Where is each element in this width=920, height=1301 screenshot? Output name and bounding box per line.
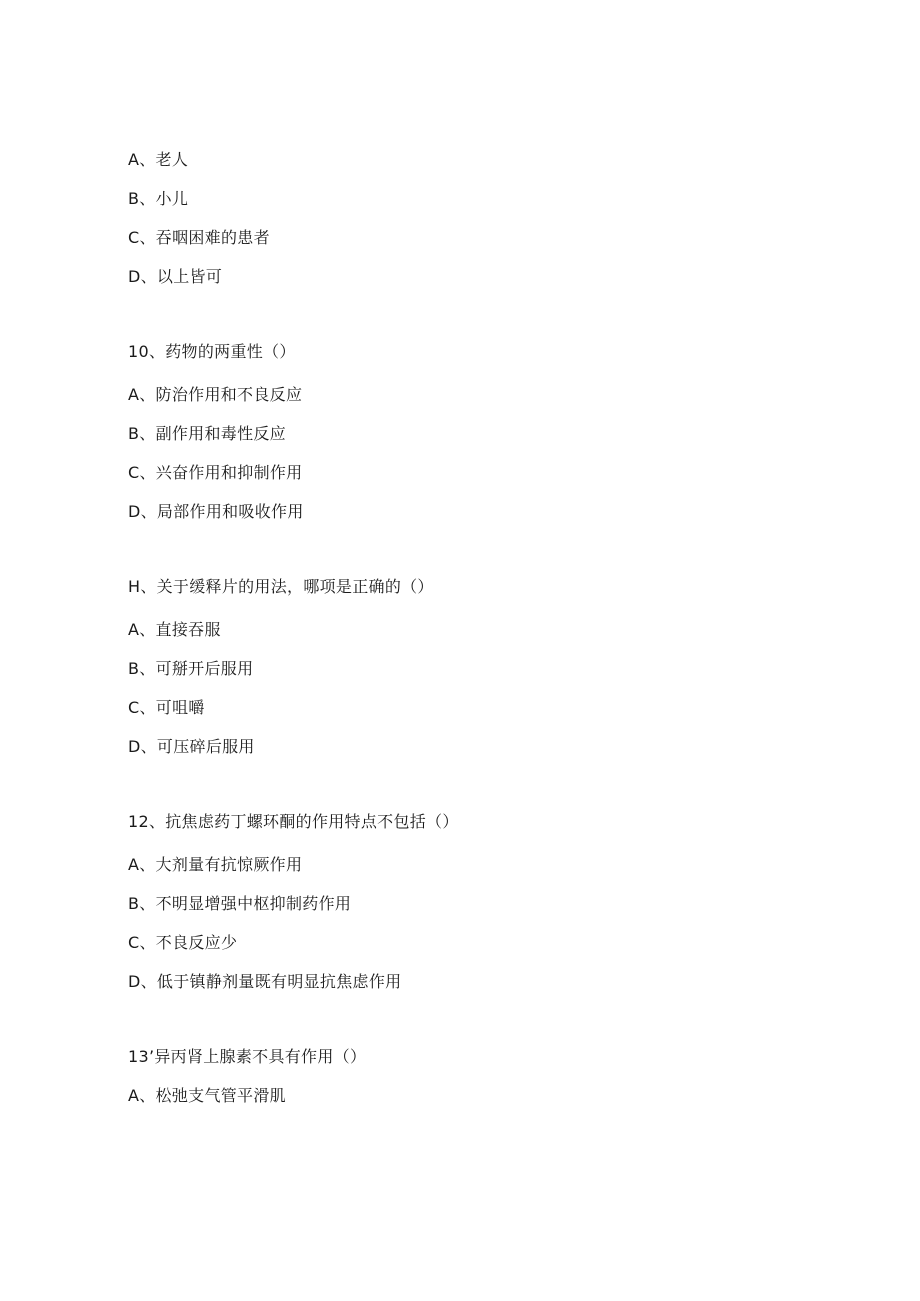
question-10-option-b: B、副作用和毒性反应 — [128, 424, 286, 443]
question-11-option-c: C、可咀嚼 — [128, 698, 205, 717]
prev-option-d: D、以上皆可 — [128, 267, 223, 286]
question-12-option-c: C、不良反应少 — [128, 933, 238, 952]
question-10-option-d: D、局部作用和吸收作用 — [128, 502, 304, 521]
question-13-option-a: A、松弛支气管平滑肌 — [128, 1086, 286, 1105]
question-12-option-a: A、大剂量有抗惊厥作用 — [128, 855, 303, 874]
question-11-option-a: A、直接吞服 — [128, 620, 221, 639]
question-11-option-d: D、可压碎后服用 — [128, 737, 255, 756]
question-10-option-c: C、兴奋作用和抑制作用 — [128, 463, 303, 482]
prev-option-a: A、老人 — [128, 150, 189, 169]
prev-option-c: C、吞咽困难的患者 — [128, 228, 270, 247]
question-11-option-b: B、可掰开后服用 — [128, 659, 254, 678]
question-12-option-d: D、低于镇静剂量既有明显抗焦虑作用 — [128, 972, 402, 991]
question-12-option-b: B、不明显增强中枢抑制药作用 — [128, 894, 352, 913]
prev-option-b: B、小儿 — [128, 189, 189, 208]
question-12-stem: 12、抗焦虑药丁螺环酮的作用特点不包括（） — [128, 812, 459, 831]
question-10-option-a: A、防治作用和不良反应 — [128, 385, 303, 404]
question-10-stem: 10、药物的两重性（） — [128, 342, 296, 361]
question-11-stem: H、关于缓释片的用法，哪项是正确的（） — [128, 577, 434, 596]
question-13-stem: 13’异丙肾上腺素不具有作用（） — [128, 1047, 367, 1066]
